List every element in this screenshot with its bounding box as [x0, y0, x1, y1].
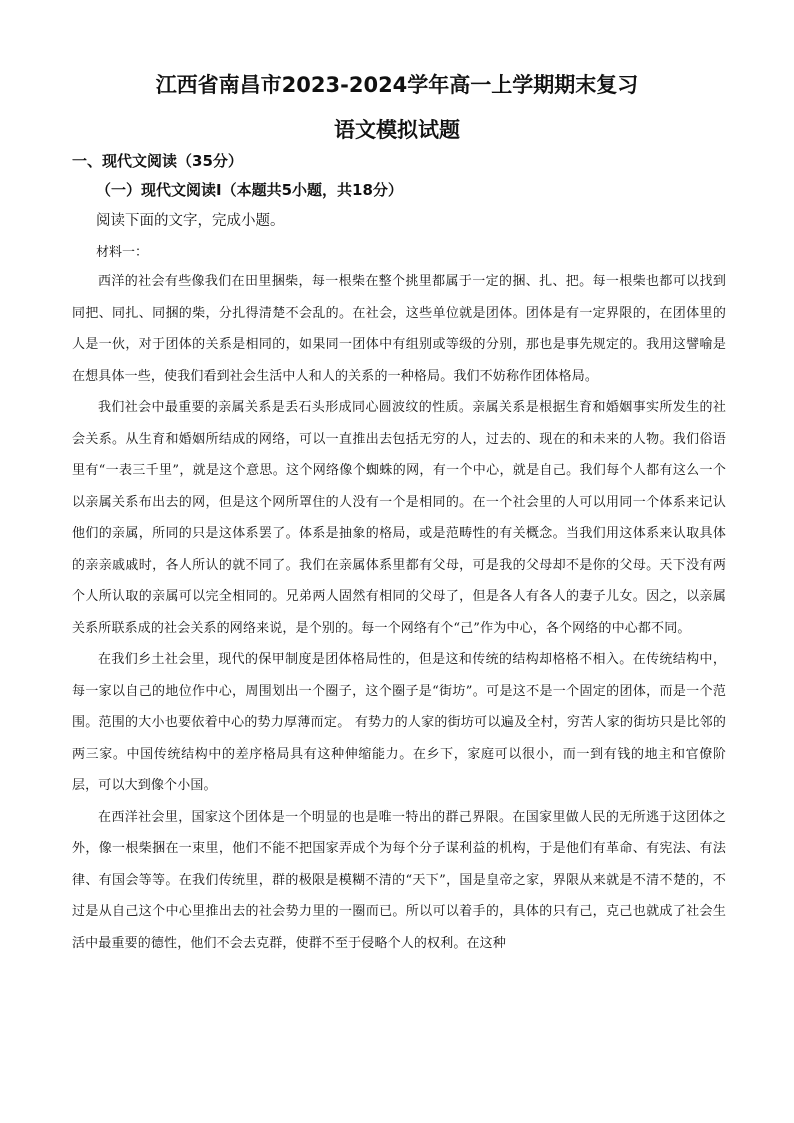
exam-title: 江西省南昌市2023-2024学年高一上学期期末复习 — [155, 73, 639, 97]
passage-paragraph: 在西洋社会里，国家这个团体是一个明显的也是唯一特出的群己界限。在国家里做人民的无所逃于这团体之外，像一根柴捆在一束里，他们不能不把国家弄成个为每个分子谋利益的机构，于是他们有革命、有宪法、有法律、有国会等等。在我们传统里，群的极限是模糊不清的“天下”，国是皇帝之家，界限从来就是不清不楚的，不过是从自己这个中心里推出去的社会势力里的一圈而已。所以可以着手的，具体的只有己，克己也就成了社会生活中最重要的德性，他们不会去克群，使群不至于侵略个人的权利。在这种 — [72, 809, 726, 951]
passage-paragraph: 我们社会中最重要的亲属关系是丢石头形成同心圆波纹的性质。亲属关系是根据生育和婚姻事实所发生的社会关系。从生育和婚姻所结成的网络，可以一直推出去包括无穷的人，过去的、现在的和未来的人物。我们俗语里有“一表三千里”，就是这个意思。这个网络像个蜘蛛的网，有一个中心，就是自己。我们每个人都有这么一个以亲属关系布出去的网，但是这个网所罩住的人没有一个是相同的。在一个社会里的人可以用同一个体系来记认他们的亲属，所同的只是这体系罢了。体系是抽象的格局，或是范畴性的有关概念。当我们用这体系来认取具体的亲亲戚戚时，各人所认的就不同了。我们在亲属体系里都有父母，可是我的父母却不是你的父母。天下没有两个人所认取的亲属可以完全相同的。兄弟两人固然有相同的父母了，但是各人有各人的妻子儿女。因之，以亲属关系所联系成的社会关系的网络来说，是个别的。每一个网络有个“己”作为中心，各个网络的中心都不同。 — [72, 400, 726, 636]
exam-subtitle: 语文模拟试题 — [334, 118, 460, 142]
passage-paragraph: 在我们乡土社会里，现代的保甲制度是团体格局性的，但是这和传统的结构却格格不相入。在传统结构中，每一家以自己的地位作中心，周围划出一个圈子，这个圈子是“街坊”。可是这不是一个固定的团体，而是一个范围。范围的大小也要依着中心的势力厚薄而定。 有势力的人家的街坊可以遍及全村，穷苦人家的街坊只是比邻的两三家。中国传统结构中的差序格局具有这种伸缩能力。在乡下，家庭可以很小，而一到有钱的地主和官僚阶层，可以大到像个小国。 — [72, 652, 726, 793]
reading-passage — [72, 266, 726, 959]
subsection-heading: （一）现代文阅读Ⅰ（本题共5小题，共18分） — [96, 181, 403, 199]
instruction-text: 阅读下面的文字，完成小题。 — [96, 213, 285, 229]
material-label: 材料一： — [96, 245, 149, 260]
passage-paragraph: 西洋的社会有些像我们在田里捆柴，每一根柴在整个挑里都属于一定的捆、扎、把。每一根柴也都可以找到同把、同扎、同捆的柴，分扎得清楚不会乱的。在社会，这些单位就是团体。团体是有一定界限的，在团体里的人是一伙，对于团体的关系是相同的，如果同一团体中有组别或等级的分别，那也是事先规定的。我用这譬喻是在想具体一些，使我们看到社会生活中人和人的关系的一种格局。我们不妨称作团体格局。 — [72, 274, 726, 384]
section-heading: 一、现代文阅读（35分） — [72, 152, 243, 170]
